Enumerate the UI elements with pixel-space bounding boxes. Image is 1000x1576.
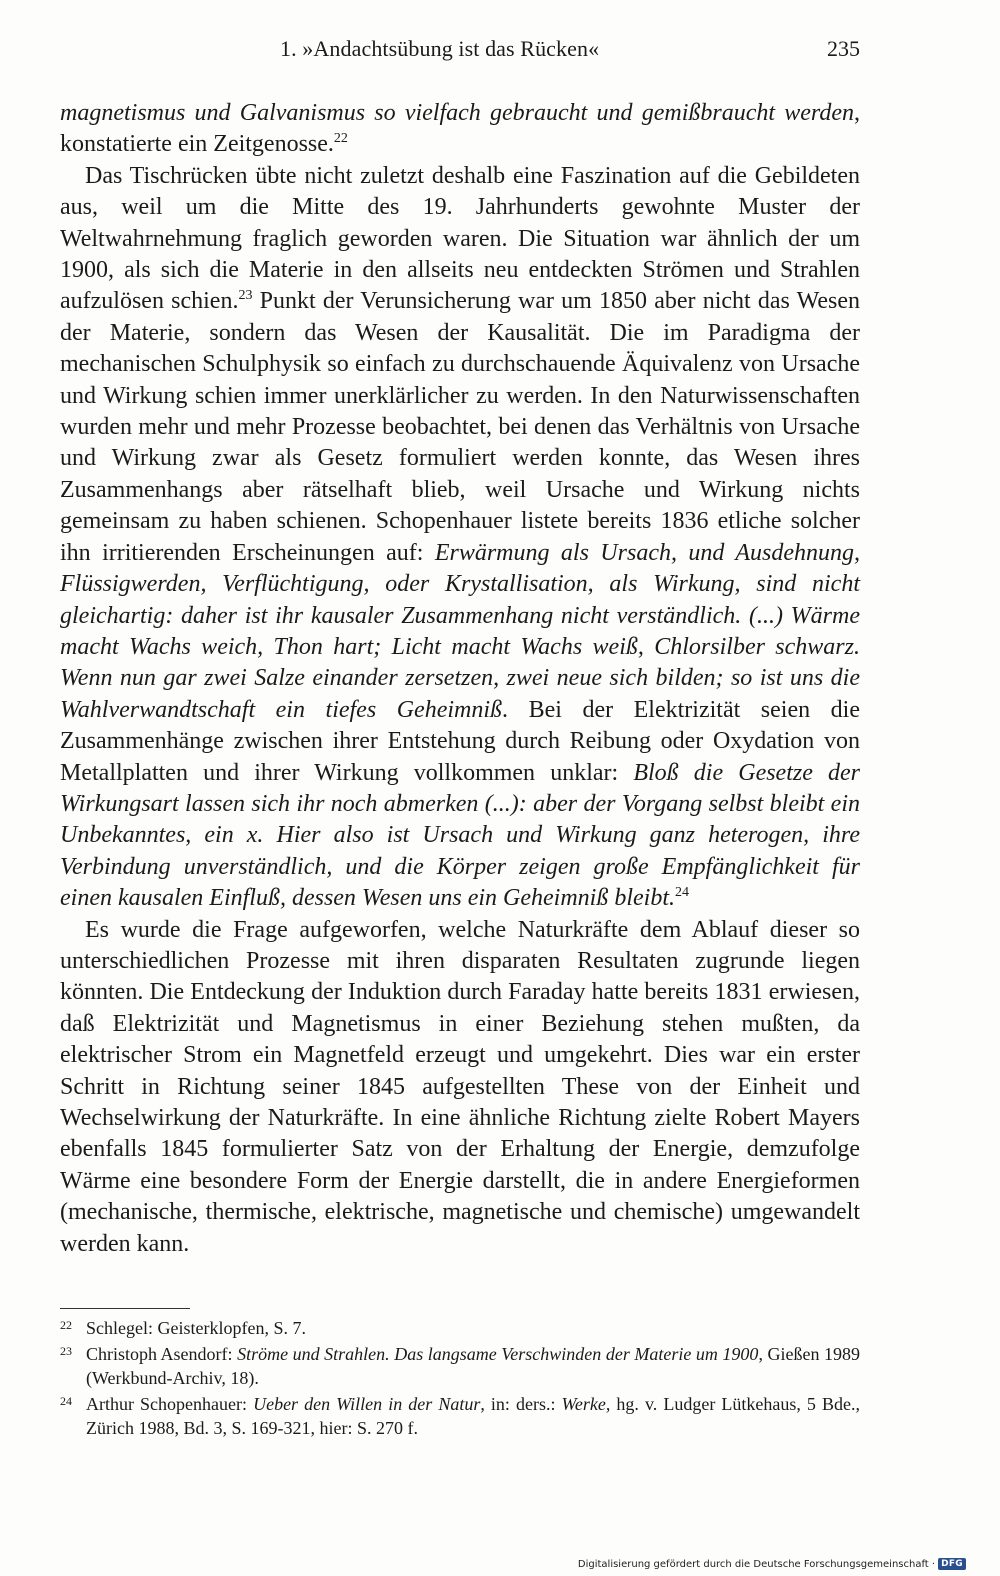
paragraph-text: . Bei der Elektrizität seien die Zusammenhänge zwischen ihrer Entstehung durch Reibung oder Oxydation von Metallplatten und ihrer Wirkung vollkommen unklar: [60, 696, 860, 786]
paragraph-text: , konstatierte ein Zeitgenosse. [60, 100, 860, 158]
footnote-number: 23 [60, 1344, 72, 1358]
footnote-divider [60, 1308, 190, 1309]
paragraph-text: Das Tischrücken übte nicht zuletzt deshalb eine Faszination auf die Gebildeten aus, weil um die Mitte des 19. Jahrhunderts gewohnte Muster der Weltwahrnehmung fraglich geworden waren. Die Situation war ähnlich der um 1900, als sich die Materie in den allseits neu entdeckten Strömen und Strahlen aufzulösen schien. [60, 162, 860, 315]
quote-italic: magnetismus und Galvanismus so vielfach gebraucht und gemißbraucht werden [60, 100, 854, 126]
page-number: 235 [827, 36, 860, 61]
running-head [60, 36, 860, 66]
footnote-text: , hg. v. Ludger Lütkehaus, 5 Bde., Zürich 1988, Bd. 3, S. 169-321, hier: S. 270 f. [86, 1394, 860, 1438]
paragraph-1 [60, 98, 860, 161]
paragraph-text: Punkt der Verunsicherung war um 1850 aber nicht das Wesen der Materie, sondern das Wesen der Kausalität. Die im Paradigma der mechanischen Schulphysik so einfach zu durchschauende Äquivalenz von Ursache und Wirkung schien immer unerklärlicher zu werden. In den Naturwissenschaften wurden mehr und mehr Prozesse beobachtet, bei denen das Verhältnis von Ursache und Wirkung zwar als Gesetz formuliert werden konnte, das Wesen ihres Zusammenhangs aber rätselhaft blieb, weil Ursache und Wirkung nichts gemeinsam zu haben schienen. Schopenhauer listete bereits 1836 etliche solcher ihn irritierenden Erscheinungen auf: [60, 288, 860, 566]
running-title: 1. »Andachtsübung ist das Rücken« [280, 36, 600, 61]
footnote-text: , in: ders.: [480, 1394, 562, 1414]
dfg-logo-icon: DFG [938, 1558, 966, 1570]
footnotes [60, 1316, 860, 1442]
footnote-number: 24 [60, 1394, 72, 1408]
footnote-ref-22[interactable]: 22 [333, 131, 348, 147]
footnote-22 [60, 1316, 860, 1340]
footnote-ref-23[interactable]: 23 [238, 288, 253, 304]
body-text [60, 98, 860, 1260]
footnote-title-italic: Ueber den Willen in der Natur [253, 1394, 481, 1414]
credit-text: Digitalisierung gefördert durch die Deutsche Forschungsgemeinschaft · [577, 1558, 936, 1570]
paragraph-text: Es wurde die Frage aufgeworfen, welche Naturkräfte dem Ablauf dieser so unterschiedlichen Prozesse mit ihren disparaten Resultaten zugrunde liegen könnten. Die Entdeckung der Induktion durch Faraday hatte bereits 1831 erwiesen, daß Elektrizität und Magnetismus in einer Beziehung stehen mußten, da elektrischer Strom ein Magnetfeld erzeugt und umgekehrt. Dies war ein erster Schritt in Richtung seiner 1845 aufgestellten These von der Einheit und Wechselwirkung der Naturkräfte. In eine ähnliche Richtung zielte Robert Mayers ebenfalls 1845 formulierter Satz von der Erhaltung der Energie, demzufolge Wärme eine besondere Form der Energie darstellt, die in andere Energieformen (mechanische, thermische, elektrische, magnetische und chemische) umgewandelt werden kann. [60, 916, 860, 1257]
footnote-title-italic: Werke [561, 1394, 606, 1414]
paragraph-3 [60, 915, 860, 1260]
footnote-text: Schlegel: Geisterklopfen, S. 7. [86, 1318, 306, 1338]
quote-italic: Bloß die Gesetze der Wirkungsart lassen sich ihr noch abmerken (...): aber der Vorgang selbst bleibt ein Unbekanntes, ein x. Hier also ist Ursach und Wirkung ganz heterogen, ihre Verbindung unverständlich, und die Körper zeigen große Empfänglichkeit für einen kausalen Einfluß, dessen Wesen uns ein Geheimniß bleibt. [60, 759, 861, 912]
paragraph-2 [60, 161, 860, 915]
digitization-credit [578, 1558, 966, 1570]
quote-italic: Erwärmung als Ursach, und Ausdehnung, Flüssigwerden, Verflüchtigung, oder Krystallisation, als Wirkung, sind nicht gleichartig: daher ist ihr kausaler Zusammenhang nicht verständlich. (...) Wärme macht Wachs weich, Thon hart; Licht macht Wachs weiß, Chlorsilber schwarz. Wenn nun gar zwei Salze einander zersetzen, zwei neue sich bilden; so ist uns die Wahlverwandtschaft ein tiefes Geheimniß [60, 539, 860, 723]
footnote-text: Arthur Schopenhauer: [86, 1394, 254, 1414]
footnote-24 [60, 1392, 860, 1440]
footnote-text: Christoph Asendorf: [86, 1344, 238, 1364]
footnote-23 [60, 1342, 860, 1390]
footnote-ref-24[interactable]: 24 [675, 885, 689, 901]
footnote-number: 22 [60, 1318, 72, 1332]
footnote-title-italic: Ströme und Strahlen. Das langsame Verschwinden der Materie um 1900 [237, 1344, 759, 1364]
footnote-text: , Gießen 1989 (Werkbund-Archiv, 18). [86, 1344, 861, 1388]
